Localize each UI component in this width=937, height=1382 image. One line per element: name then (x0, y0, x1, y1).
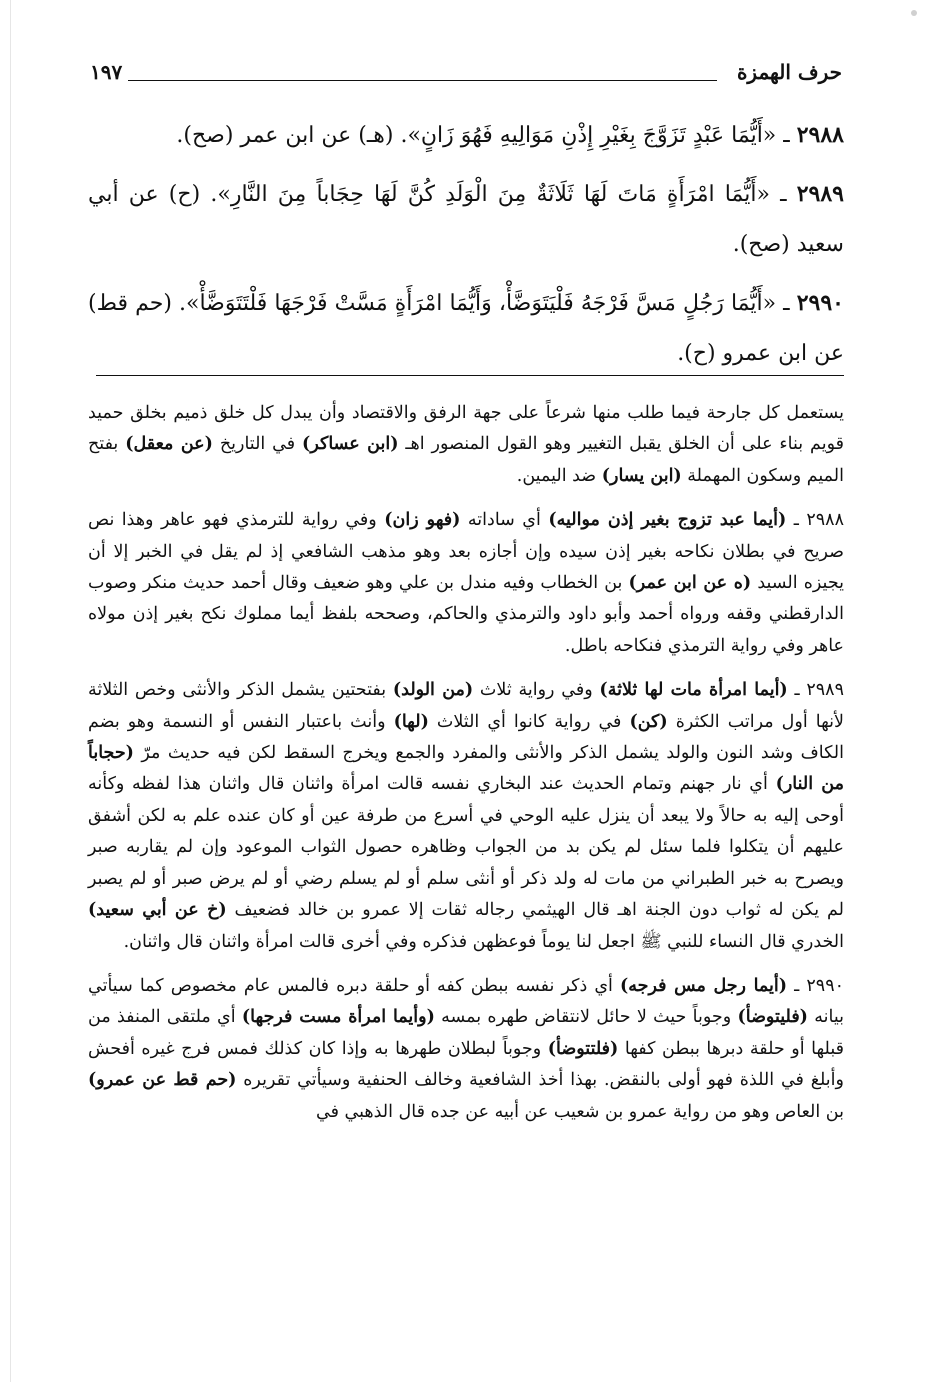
commentary-keyword: (فليتوضأ) (737, 1007, 808, 1028)
commentary-text: بفتح الميم وسكون المهملة (88, 434, 844, 486)
commentary-keyword: (ه عن ابن عمر) (628, 573, 752, 594)
commentary-text: وفي رواية ثلاث (473, 680, 600, 701)
commentary-text: يستعمل كل جارحة فيما طلب منها شرعاً على جهة الرفق والاقتصاد وأن يبدل كل خلق ذميم بخلق حميد قويم بناء على أن الخلق يقبل التغيير وهو القول المنصور اهـ (88, 403, 844, 455)
commentary-text: في التاريخ (212, 434, 303, 455)
commentary-keyword: (فلتتوضأ) (547, 1038, 619, 1059)
commentary-paragraph (88, 505, 844, 662)
commentary-keyword: (عن معقل) (125, 434, 213, 455)
commentary-text: ٢٩٨٨ ـ (786, 510, 844, 531)
hadith-entry: ٢٩٨٨ ـ «أَيُّمَا عَبْدٍ تَزَوَّجَ بِغَيْرِ إِذْنِ مَوَالِيهِ فَهُوَ زَانٍ». (هـ) عن ابن عمر (صح). (176, 122, 844, 148)
commentary-text: ٢٩٨٩ ـ (787, 680, 844, 701)
hadith-number: ٢٩٨٨ (796, 122, 844, 148)
commentary-text: ضد اليمين. (516, 465, 602, 486)
footnote-separator (96, 375, 844, 376)
hadith-text: «أَيُّمَا عَبْدٍ تَزَوَّجَ بِغَيْرِ إِذْنِ مَوَالِيهِ فَهُوَ زَانٍ». (هـ) عن ابن عمر (صح). (176, 123, 777, 148)
commentary-section (88, 398, 844, 1141)
commentary-paragraph (88, 971, 844, 1128)
commentary-keyword: (أيما امرأة مات لها ثلاثة) (599, 680, 788, 701)
hadith-number: ٢٩٩٠ (796, 290, 844, 316)
commentary-keyword: (لها) (393, 711, 429, 732)
chapter-title: حرف الهمزة (736, 60, 842, 84)
commentary-keyword: (ابن عساكر) (302, 434, 399, 455)
commentary-keyword: (كن) (629, 711, 668, 732)
hadith-text: «أَيُّمَا رَجُلٍ مَسَّ فَرْجَهُ فَلْيَتَوَضَّأْ، وَأَيُّمَا امْرَأَةٍ مَسَّتْ فَرْجَهَا فَلْتَتَوَضَّأْ». (حم قط) عن ابن عمرو (ح). (88, 291, 844, 366)
commentary-paragraph (88, 398, 844, 492)
commentary-text: وفي رواية للترمذي فهو عاهر وهذا نص صريح في بطلان نكاحه بغير إذن سيده وإن أجازه بعد وهو مذهب الشافعي إذ لم يقل في الخبر إلا أن يجيزه السيد (88, 510, 844, 594)
hadith-entry: ٢٩٩٠ ـ «أَيُّمَا رَجُلٍ مَسَّ فَرْجَهُ فَلْيَتَوَضَّأْ، وَأَيُّمَا امْرَأَةٍ مَسَّتْ فَرْجَهَا فَلْتَتَوَضَّأْ». (حم قط) عن ابن عمرو (ح). (88, 290, 844, 366)
commentary-text: وجوباً لبطلان طهرها به وإذا كان كذلك فمس فرج غيره أفحش وأبلغ في اللذة فهو أولى بالنقض. بهذا أخذ الشافعية وخالف الحنفية وسيأتي تقريره (88, 1038, 844, 1091)
scan-artifact (911, 10, 917, 16)
commentary-keyword: (ابن يسار) (601, 465, 682, 486)
commentary-text: وجوباً حيث لا حائل لانتقاض طهره بمسه (434, 1007, 738, 1028)
commentary-keyword: (وأيما امرأة مست فرجها) (241, 1007, 435, 1028)
hadith-text: «أَيُّمَا امْرَأَةٍ مَاتَ لَهَا ثَلَاثَةٌ مِنَ الْوَلَدِ كُنَّ لَهَا حِجَاباً مِنَ النَّارِ». (ح) عن أبي سعيد (صح). (88, 182, 844, 257)
page-header (90, 58, 842, 88)
hadith-number: ٢٩٨٩ (796, 181, 844, 207)
commentary-keyword: (حجاباً من النار) (88, 743, 845, 795)
commentary-text: الخدري قال النساء للنبي ﷺ اجعل لنا يوماً فوعظهن فذكره وفي أخرى قالت امرأة واثنان قال واثنان. (123, 931, 844, 952)
hadith-entry: ٢٩٨٩ ـ «أَيُّمَا امْرَأَةٍ مَاتَ لَهَا ثَلَاثَةٌ مِنَ الْوَلَدِ كُنَّ لَهَا حِجَاباً مِنَ النَّارِ». (ح) عن أبي سعيد (صح). (88, 181, 844, 257)
commentary-text: بن الخطاب وفيه مندل بن علي وهو ضعيف وقال أحمد حديث منكر وصوب الدارقطني وقفه ورواه أحمد وأبو داود والترمذي والحاكم، وصححه بلفظ أيما مملوك نكح بغير إذن مولاه عاهر وفي رواية الترمذي فنكاحه باطل. (88, 573, 844, 656)
header-rule (128, 80, 717, 81)
commentary-keyword: (من الولد) (392, 680, 474, 701)
commentary-keyword: (فهو زان) (384, 510, 461, 531)
commentary-text: بفتحتين يشمل الذكر والأنثى وخص الثلاثة لأنها أول مراتب الكثرة (88, 680, 844, 732)
commentary-paragraph (88, 675, 844, 958)
commentary-keyword: (أيما عبد تزوج بغير إذن مواليه) (548, 510, 787, 531)
commentary-text: بن العاص وهو من رواية عمرو بن شعيب عن أبيه عن جده قال الذهبي في (316, 1101, 844, 1122)
commentary-text: أي ساداته (460, 510, 549, 531)
commentary-text: ٢٩٩٠ ـ (787, 975, 844, 996)
commentary-keyword: (أيما رجل مس فرجه) (620, 975, 788, 996)
scan-edge (10, 0, 11, 1382)
commentary-keyword: (خ عن أبي سعيد) (88, 900, 227, 921)
commentary-text: في رواية كانوا أي الثلاث (428, 711, 630, 732)
commentary-text: أي نار جهنم وتمام الحديث عند البخاري نفسه قالت امرأة واثنان قال واثنان هذا لفظه وكأنه أوحى إليه به حالاً ولا يبعد أن ينزل عليه الوحي في أسرع من طرفة عين أو كان عنده علم به لكن أشفق عليهم أن يتكلوا فلما سئل لم يكن بد من الجواب وظاهره حصول الثواب الموعود وإن لم يقاربه صبر ويصرح به خبر الطبراني من مات له ولد ذكر أو أنثى سلم أو لم يسلم رضي أو لم يرض صبر أو لم يصبر لم يكن له ثواب دون الجنة اهـ قال الهيثمي رجاله ثقات إلا عمرو بن خالد فضعيف (88, 774, 844, 921)
hadith-list (88, 110, 844, 387)
commentary-text: وأنث باعتبار النفس أو النسمة وهو بضم الكاف وشد النون والولد يشمل الذكر والأنثى والمفرد والجمع ويخرج السقط لكن فيه حديث مرّ (88, 711, 844, 764)
commentary-text: أي ملتقى المنفذ من قبلها أو حلقة دبرها ببطن كفها (88, 1007, 844, 1059)
commentary-text: أي ذكر نفسه ببطن كفه أو حلقة دبره فالمس عام مخصوص كما سيأتي بيانه (88, 975, 844, 1028)
commentary-keyword: (حم قط عن عمرو) (88, 1070, 237, 1091)
page-number: ١٩٧ (90, 60, 123, 84)
